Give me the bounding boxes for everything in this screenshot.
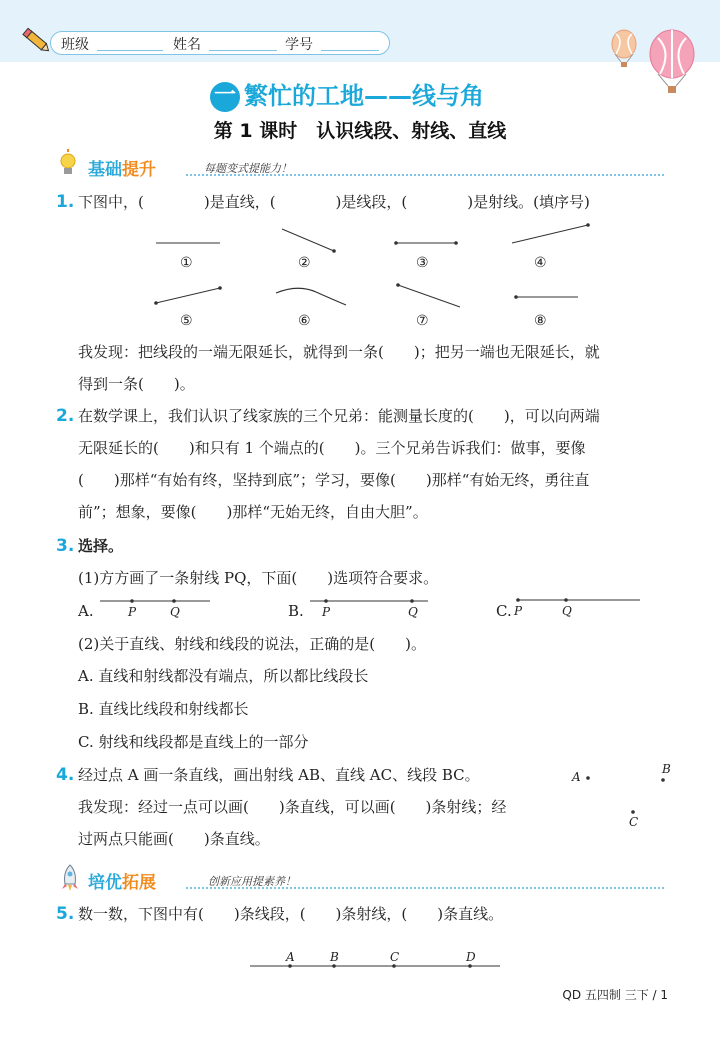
- point-label: C: [390, 950, 400, 964]
- q5-prompt: 数一数，下图中有( )条线段，( )条射线，( )条直线。: [78, 905, 504, 923]
- q2-number: 2.: [56, 406, 75, 426]
- point-q-label: Q: [408, 605, 418, 619]
- point-b-label: B: [662, 762, 671, 776]
- q3-sub2: (2)关于直线、射线和线段的说法，正确的是( )。: [78, 635, 426, 653]
- point-c-label: C: [629, 815, 639, 829]
- q4-line3: 过两点只能画( )条直线。: [78, 830, 270, 848]
- q1-prompt: 下图中，( )是直线，( )是线段，( )是射线。(填序号): [78, 193, 590, 211]
- point-p-label: P: [322, 605, 331, 619]
- point-a-label: A: [572, 770, 581, 784]
- figure-label: ⑤: [180, 313, 193, 329]
- q3-number: 3.: [56, 536, 75, 556]
- class-label: 班级: [61, 37, 89, 53]
- figure-label: ③: [416, 255, 429, 271]
- q3-sub1: (1)方方画了一条射线 PQ，下面( )选项符合要求。: [78, 569, 439, 587]
- figure-label: ⑧: [534, 313, 547, 329]
- q2-line2: 无限延长的( )和只有 1 个端点的( )。三个兄弟告诉我们：做事，要像: [78, 439, 586, 457]
- q3-title: 选择。: [78, 537, 124, 555]
- q2-line4: 前”；想象，要像( )那样“无始无终，自由大胆”。: [78, 503, 428, 521]
- q1-discovery-line2: 得到一条( )。: [78, 375, 195, 393]
- q3-choice-c[interactable]: C. 射线和线段都是直线上的一部分: [78, 733, 309, 751]
- section1-subtitle: 每题变式提能力！: [204, 162, 292, 175]
- section1-title: 基础提升: [88, 160, 156, 180]
- point-label: A: [286, 950, 295, 964]
- q2-line3: ( )那样“有始有终，坚持到底”；学习，要像( )那样“有始无终，勇往直: [78, 471, 590, 489]
- option-a-label[interactable]: A.: [78, 602, 94, 620]
- lesson-title: 第 1 课时 认识线段、射线、直线: [213, 120, 507, 142]
- option-b-label[interactable]: B.: [288, 602, 304, 620]
- point-p-label: P: [128, 605, 137, 619]
- q4-line2: 我发现：经过一点可以画( )条直线，可以画( )条射线；经: [78, 798, 507, 816]
- page-footer: QD 五四制 三下 / 1: [562, 988, 668, 1002]
- q4-number: 4.: [56, 765, 75, 785]
- q5-number: 5.: [56, 904, 75, 924]
- q4-line1: 经过点 A 画一条直线，画出射线 AB、直线 AC、线段 BC。: [78, 766, 480, 784]
- point-label: B: [330, 950, 339, 964]
- q1-discovery-line1: 我发现：把线段的一端无限延长，就得到一条( )；把另一端也无限延长，就: [78, 343, 600, 361]
- figure-label: ⑦: [416, 313, 429, 329]
- q2-line1: 在数学课上，我们认识了线家族的三个兄弟：能测量长度的( )，可以向两端: [78, 407, 600, 425]
- point-label: D: [466, 950, 476, 964]
- point-q-label: Q: [562, 604, 572, 618]
- name-label: 姓名: [173, 37, 201, 53]
- figure-label: ①: [180, 255, 193, 271]
- figure-label: ④: [534, 255, 547, 271]
- figure-label: ②: [298, 255, 311, 271]
- q3-choice-b[interactable]: B. 直线比线段和射线都长: [78, 700, 249, 718]
- figure-label: ⑥: [298, 313, 311, 329]
- point-q-label: Q: [170, 605, 180, 619]
- option-c-label[interactable]: C.: [496, 602, 512, 620]
- point-p-label: P: [514, 604, 523, 618]
- section2-subtitle: 创新应用提素养！: [208, 875, 296, 888]
- q3-choice-a[interactable]: A. 直线和射线都没有端点，所以都比线段长: [78, 667, 369, 685]
- unit-number: 一: [210, 82, 240, 112]
- unit-title-text: 繁忙的工地——线与角: [244, 82, 484, 110]
- q1-number: 1.: [56, 192, 75, 212]
- section2-title: 培优拓展: [88, 873, 156, 893]
- id-label: 学号: [285, 37, 313, 53]
